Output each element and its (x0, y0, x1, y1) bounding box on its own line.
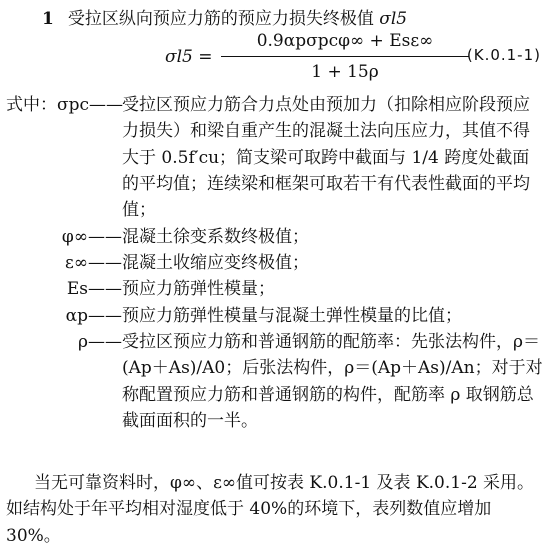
formula-numerator: 0.9αpσpcφ∞ + Esε∞ (221, 28, 469, 57)
definition-item (6, 303, 546, 329)
definition-text: 预应力筋弹性模量与混凝土弹性模量的比值； (122, 305, 462, 326)
definition-text: 受拉区预应力筋和普通钢筋的配筋率：先张法构件，ρ＝(Ap＋As)/A0；后张法构件，ρ＝(Ap＋As)/An；对于对称配置预应力筋和普通钢筋的构件，配筋率 ρ 取钢筋总截面面积的一半。 (122, 332, 543, 432)
definition-label: ρ—— (78, 332, 122, 353)
definition-list (6, 92, 546, 434)
formula-lhs: σl5 = (165, 47, 213, 67)
definition-item (6, 329, 546, 434)
formula-fraction (221, 28, 469, 86)
formula-block (165, 28, 549, 86)
clause-number: 1 (42, 9, 54, 29)
definition-item (6, 250, 546, 276)
definition-label: φ∞—— (61, 226, 122, 247)
definition-item (6, 276, 546, 302)
definition-item (6, 224, 546, 250)
formula-number: (K.0.1-1) (466, 46, 541, 64)
definition-item (6, 92, 546, 224)
definition-text: 预应力筋弹性模量； (122, 279, 275, 300)
closing-note: 当无可靠资料时，φ∞、ε∞值可按表 K.0.1-1 及表 K.0.1-2 采用。如结构处于年平均相对湿度低于 40%的环境下，表列数值应增加 30%。 (6, 473, 535, 546)
definition-text: 受拉区预应力筋合力点处由预加力（扣除相应阶段预应力损失）和梁自重产生的混凝土法向压应力，其值不得大于 0.5f′cu；简支梁可取跨中截面与 1/4 跨度处截面的平均值；连续梁和框架可取若干有代表性截面的平均值； (122, 95, 530, 221)
clause-title: 受拉区纵向预应力筋的预应力损失终极值 (67, 9, 380, 29)
definition-text: 混凝土徐变系数终极值； (122, 226, 309, 247)
definition-label: Es—— (66, 279, 122, 300)
definition-label: αp—— (65, 305, 122, 326)
definition-label: 式中：σpc—— (6, 95, 124, 115)
definition-text: 混凝土收缩应变终极值； (122, 253, 309, 274)
clause-symbol: σl5 (379, 9, 408, 29)
formula-denominator: 1 + 15ρ (311, 62, 379, 83)
definition-label: ε∞—— (65, 253, 122, 274)
